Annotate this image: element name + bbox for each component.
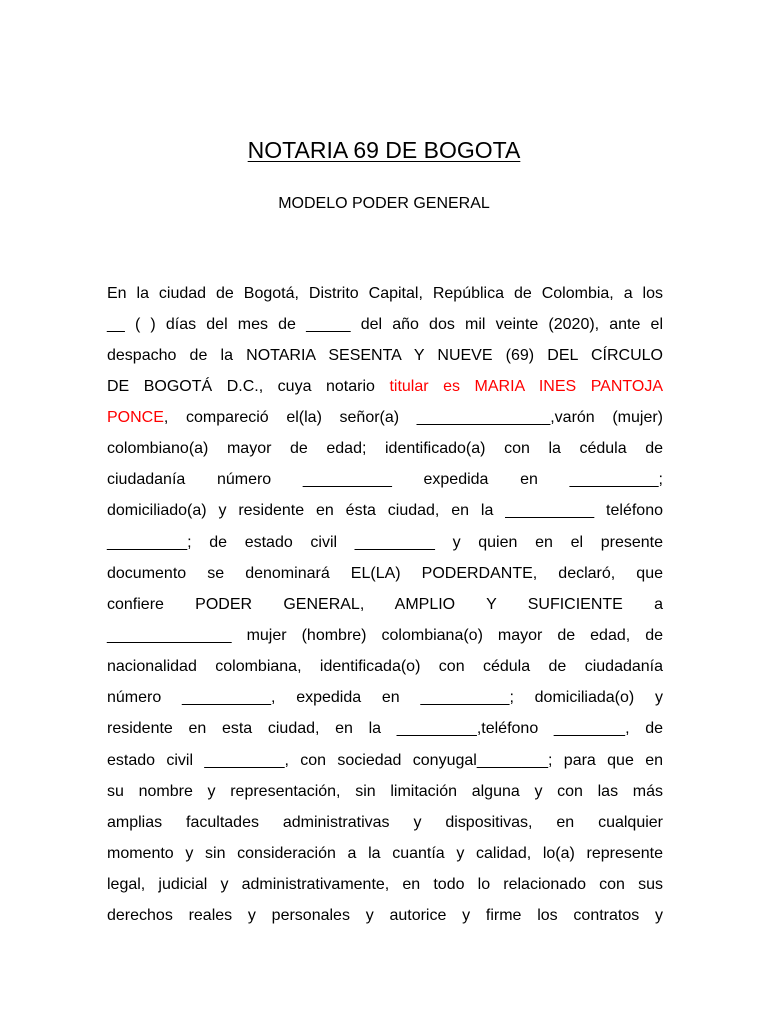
paragraph-line-16: estado civil _________, con sociedad conyugal________; para que en <box>107 752 663 769</box>
paragraph-line-8: domiciliado(a) y residente en ésta ciudad, en la __________ teléfono <box>107 502 663 519</box>
paragraph-line-12: ______________ mujer (hombre) colombiana(o) mayor de edad, de <box>107 627 663 644</box>
paragraph-line-5 <box>107 407 663 429</box>
paragraph-line-19: momento y sin consideración a la cuantía y calidad, lo(a) represente <box>107 845 663 862</box>
paragraph-line-4 <box>107 376 663 398</box>
paragraph-line-13: nacionalidad colombiana, identificada(o) con cédula de ciudadanía <box>107 658 663 675</box>
paragraph-line-21: derechos reales y personales y autorice y firme los contratos y <box>107 907 663 924</box>
paragraph-line-6: colombiano(a) mayor de edad; identificado(a) con la cédula de <box>107 440 663 457</box>
paragraph-line-2: __ ( ) días del mes de _____ del año dos mil veinte (2020), ante el <box>107 316 663 333</box>
notary-surname-highlight: PONCE <box>107 409 164 426</box>
paragraph-line-17: su nombre y representación, sin limitación alguna y con las más <box>107 783 663 800</box>
notary-name-highlight: titular es MARIA INES PANTOJA <box>389 378 664 395</box>
paragraph-line-15: residente en esta ciudad, en la _________,teléfono ________, de <box>107 720 663 737</box>
page-subtitle: MODELO PODER GENERAL <box>278 195 490 212</box>
paragraph-line-11: confiere PODER GENERAL, AMPLIO Y SUFICIENTE a <box>107 596 663 613</box>
paragraph-line-9: _________; de estado civil _________ y quien en el presente <box>107 534 663 551</box>
paragraph-line-4-text: DE BOGOTÁ D.C., cuya notario <box>107 378 390 395</box>
paragraph-line-18: amplias facultades administrativas y dispositivas, en cualquier <box>107 814 663 831</box>
paragraph-line-20: legal, judicial y administrativamente, en todo lo relacionado con sus <box>107 876 663 893</box>
paragraph-line-14: número __________, expedida en __________; domiciliada(o) y <box>107 689 663 706</box>
paragraph-line-7: ciudadanía número __________ expedida en __________; <box>107 471 663 488</box>
paragraph-line-10: documento se denominará EL(LA) PODERDANTE, declaró, que <box>107 565 663 582</box>
paragraph-line-3: despacho de la NOTARIA SESENTA Y NUEVE (69) DEL CÍRCULO <box>107 347 663 364</box>
paragraph-line-1: En la ciudad de Bogotá, Distrito Capital, República de Colombia, a los <box>107 285 663 302</box>
paragraph-line-5-text: , compareció el(la) señor(a) _______________,varón (mujer) <box>163 409 663 426</box>
page-title: NOTARIA 69 DE BOGOTA <box>247 137 521 163</box>
